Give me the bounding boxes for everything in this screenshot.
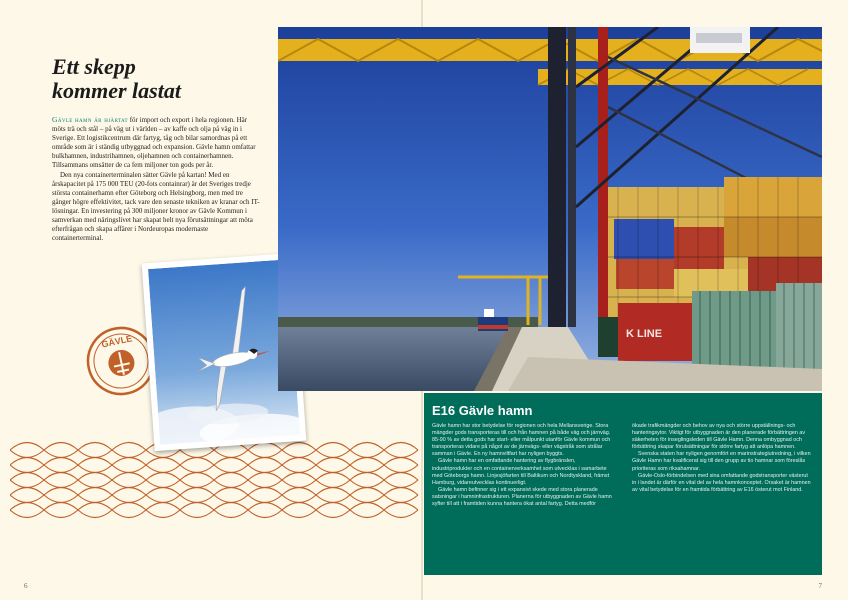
info-paragraph: ökade trafikmängder och behov av nya och större uppställnings- och hanteringsytor. Viktigt för utbyggnaden är den planerade förbättringen av säkerheten för inseglingsleden till Gävle Hamn. Denna ombyggnad och förbättring skapar förutsättningar för större fartyg att anlöpa hamnen. (632, 423, 806, 451)
info-paragraph: Gävle hamn har en omfattande hantering av flygbränslen, industriprodukter och en containerverksamhet som utvecklas i samarbete med Göteborgs hamn. Linjesjöfarten till Baltikum och Nordtyskland, främst Hamburg, vidareutvecklas kontinuerligt. (432, 458, 610, 486)
info-paragraph: Gävle hamn befinner sig i ett expansivt skede med stora planerade satsningar i hamninfrastrukturen. Planerna för utbyggnaden av Gävle hamn syfter till att i framtiden kunna hantera ökat antal fartyg. Detta medför (432, 486, 612, 508)
stamp-label: GÄVLE (100, 333, 134, 350)
info-paragraph: Gävle-Oslo-förbindelsen med sina omfattande godstransporter västerut in i landet är därför en vital del av hela hamnkonceptet. Orsaket är hamnen av vital betydelse för en framtida förbättring av E16 österut mot Finland. (632, 472, 811, 493)
article-body (52, 115, 260, 243)
info-box (424, 393, 822, 575)
title-line-1: Ett skepp (52, 54, 136, 79)
article-title (52, 55, 272, 103)
page-number-left: 6 (24, 582, 28, 590)
title-line-2: kommer lastat (52, 78, 181, 103)
info-paragraph: Svenska staten har nyligen genomfört en marinstrategiutredning, i vilken Gävle Hamn har kvalificerat sig till den grupp av tio hamnar som föreslås prioriteras som riksahamnar. (632, 451, 811, 472)
info-paragraph: Gävle hamn har stor betydelse för regionen och hela Mellansverige. Stora mängder gods transporteras till och från hamnen på både väg och järnväg. 85-90 % av detta gods har start- eller målpunkt utanför Gävle kommun och transporteras vidare på något av de järnvägs- eller vägstråk som strålar samman i Gävle. En ny hamnviltfart har nyligen byggts. (432, 423, 611, 458)
container-label: K LINE (626, 328, 663, 340)
container-harbor-photo (278, 27, 822, 391)
lead-in: Gävle hamn är hjärtat (52, 115, 128, 124)
body-paragraph-1-text: för import och export i hela regionen. Här möts trä och stål – på väg ut i världen – av kaffe och olja på väg in i Sverige. Ett logistikcentrum där fartyg, tåg och bilar samordnas på ett område som är i ständig utbyggnad och expansion. Gävle hamn omfattar bulkhamnen, industrihamnen, oljehamnen och containerhamnen. Tillsammans omsätter de ca fem miljoner ton gods per år. (52, 116, 256, 170)
body-paragraph-1 (52, 115, 260, 171)
info-column-1 (432, 423, 612, 508)
info-heading: E16 Gävle hamn (432, 403, 533, 418)
info-column-2 (632, 423, 812, 494)
page-number-right: 7 (818, 582, 822, 590)
body-paragraph-2: Den nya containerterminalen sätter Gävle på kartan! Med en årskapacitet på 175 000 TEU (20-fots containrar) är det Sveriges tredje största containerhamn efter Göteborg och Helsingborg, men med tre gånger högre effektivitet, tack vare den senaste tekniken av kranar och IT-lösningar. En investering på 300 miljoner kronor av Gävle Kommun i samverkan med näringslivet har skapat helt nya förutsättningar att möta efterfrågan och skapa affärer i Nordeuropas modernaste containerterminal. (52, 170, 260, 243)
